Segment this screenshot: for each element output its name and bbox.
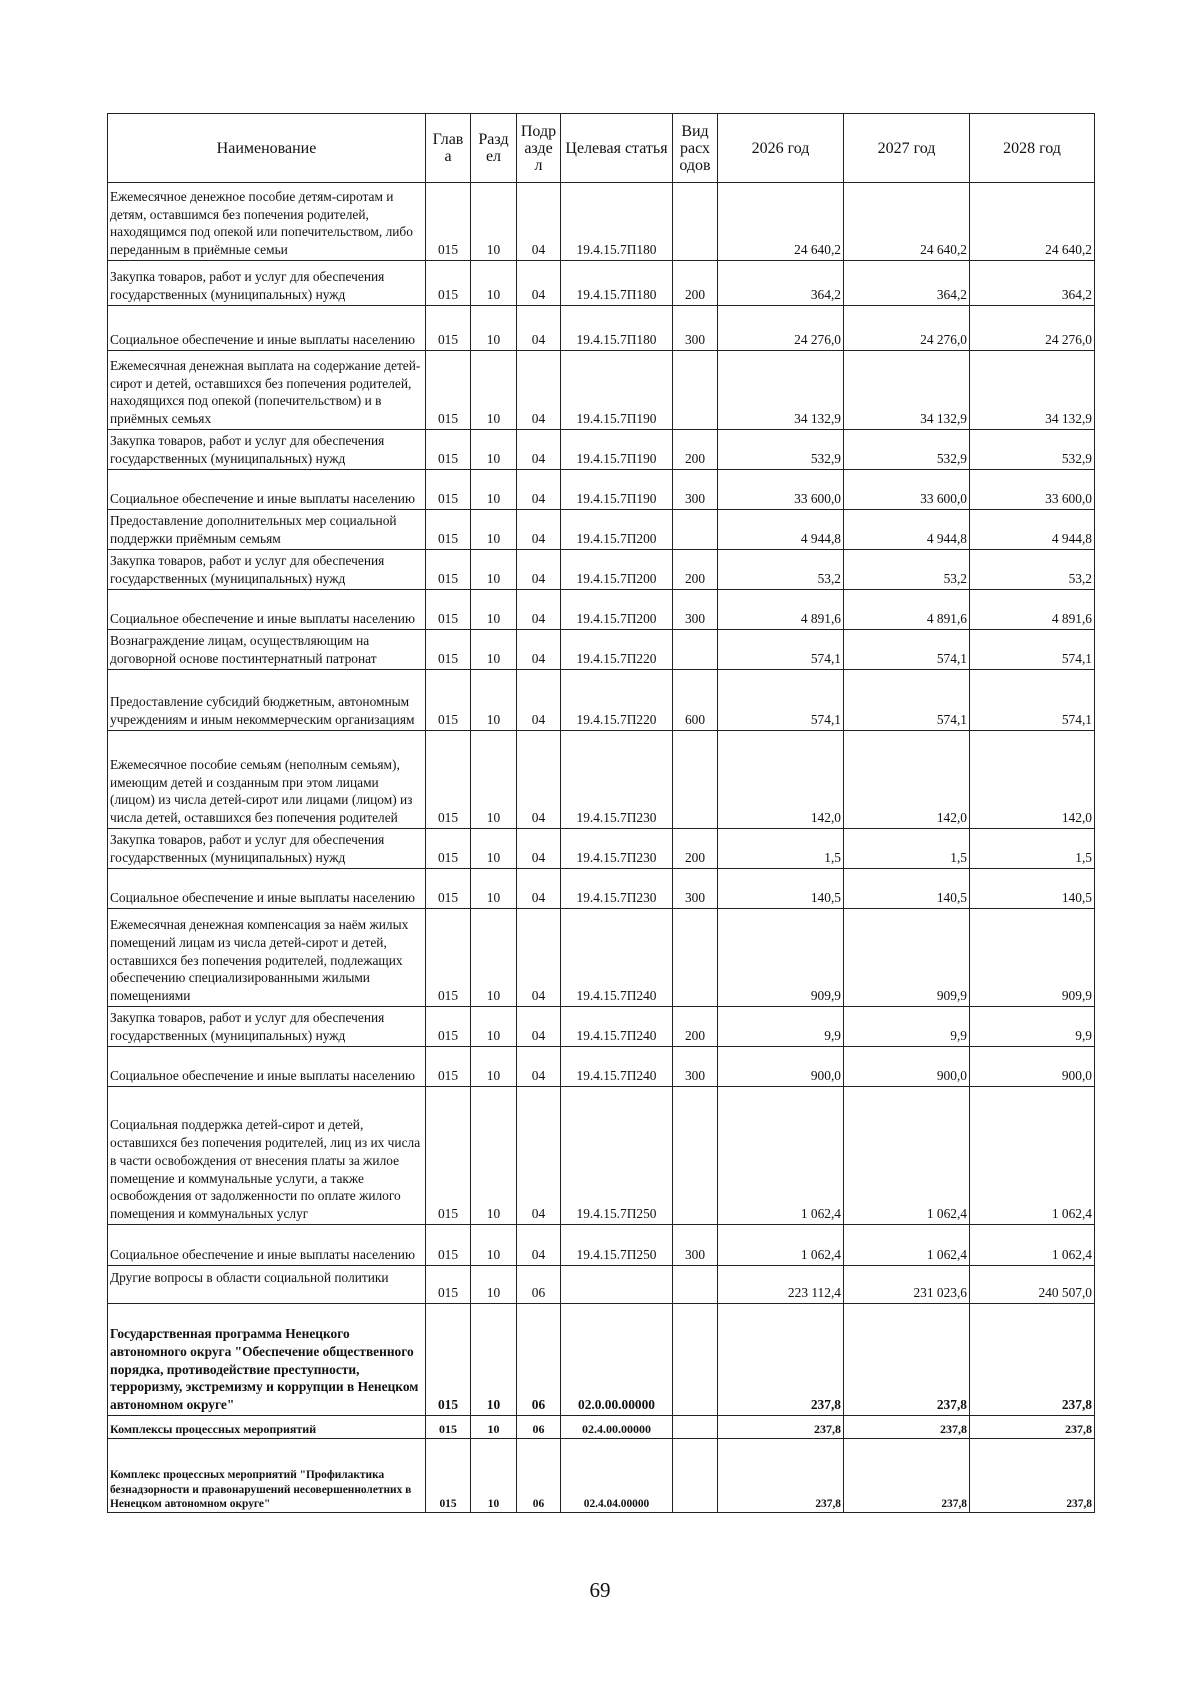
row-name: Закупка товаров, работ и услуг для обеспечения государственных (муниципальных) нужд — [108, 430, 426, 470]
row-2026: 24 276,0 — [718, 306, 844, 351]
row-podrazdel: 04 — [517, 470, 561, 510]
row-glava: 015 — [426, 470, 471, 510]
row-target: 19.4.15.7П240 — [561, 909, 673, 1007]
table-row — [108, 1007, 1095, 1047]
row-glava: 015 — [426, 183, 471, 261]
row-name: Вознаграждение лицам, осуществляющим на договорной основе постинтернатный патронат — [108, 630, 426, 670]
row-glava: 015 — [426, 1416, 471, 1439]
row-vid — [673, 731, 718, 829]
row-target: 19.4.15.7П180 — [561, 306, 673, 351]
row-2028: 237,8 — [970, 1304, 1095, 1416]
row-name: Закупка товаров, работ и услуг для обеспечения государственных (муниципальных) нужд — [108, 261, 426, 306]
row-2026: 909,9 — [718, 909, 844, 1007]
row-glava: 015 — [426, 430, 471, 470]
row-razdel: 10 — [471, 470, 517, 510]
row-2027: 231 023,6 — [844, 1266, 970, 1304]
row-razdel: 10 — [471, 261, 517, 306]
row-2028: 34 132,9 — [970, 351, 1095, 430]
row-2028: 237,8 — [970, 1439, 1095, 1513]
row-razdel: 10 — [471, 1266, 517, 1304]
table-row — [108, 1266, 1095, 1304]
row-target: 02.4.04.00000 — [561, 1439, 673, 1513]
row-razdel: 10 — [471, 590, 517, 630]
row-2027: 9,9 — [844, 1007, 970, 1047]
row-target: 19.4.15.7П190 — [561, 470, 673, 510]
row-2028: 364,2 — [970, 261, 1095, 306]
table-row — [108, 470, 1095, 510]
row-target: 19.4.15.7П220 — [561, 670, 673, 731]
row-vid — [673, 1439, 718, 1513]
table-row — [108, 306, 1095, 351]
row-2026: 574,1 — [718, 630, 844, 670]
row-target: 02.4.00.00000 — [561, 1416, 673, 1439]
row-podrazdel: 04 — [517, 550, 561, 590]
row-2028: 140,5 — [970, 869, 1095, 909]
row-razdel: 10 — [471, 1304, 517, 1416]
row-podrazdel: 04 — [517, 630, 561, 670]
row-vid — [673, 1266, 718, 1304]
row-target: 19.4.15.7П240 — [561, 1047, 673, 1087]
row-target: 19.4.15.7П190 — [561, 351, 673, 430]
row-2028: 237,8 — [970, 1416, 1095, 1439]
row-2027: 4 944,8 — [844, 510, 970, 550]
row-vid: 300 — [673, 470, 718, 510]
row-2028: 4 944,8 — [970, 510, 1095, 550]
row-glava: 015 — [426, 590, 471, 630]
row-2027: 237,8 — [844, 1304, 970, 1416]
row-vid: 300 — [673, 1225, 718, 1266]
row-2027: 1 062,4 — [844, 1225, 970, 1266]
row-podrazdel: 04 — [517, 261, 561, 306]
row-vid: 300 — [673, 869, 718, 909]
row-target: 19.4.15.7П180 — [561, 261, 673, 306]
row-razdel: 10 — [471, 550, 517, 590]
row-2028: 24 276,0 — [970, 306, 1095, 351]
row-glava: 015 — [426, 731, 471, 829]
row-2026: 53,2 — [718, 550, 844, 590]
table-row — [108, 550, 1095, 590]
row-2027: 1 062,4 — [844, 1087, 970, 1225]
row-podrazdel: 04 — [517, 731, 561, 829]
row-target: 19.4.15.7П240 — [561, 1007, 673, 1047]
row-target: 19.4.15.7П200 — [561, 550, 673, 590]
row-2027: 364,2 — [844, 261, 970, 306]
row-2026: 24 640,2 — [718, 183, 844, 261]
table-row — [108, 909, 1095, 1007]
table-row — [108, 1047, 1095, 1087]
table-row — [108, 351, 1095, 430]
row-name: Социальное обеспечение и иные выплаты населению — [108, 470, 426, 510]
row-razdel: 10 — [471, 1225, 517, 1266]
row-vid — [673, 351, 718, 430]
row-2026: 34 132,9 — [718, 351, 844, 430]
row-vid — [673, 1304, 718, 1416]
row-2028: 142,0 — [970, 731, 1095, 829]
row-name: Комплексы процессных мероприятий — [108, 1416, 426, 1439]
row-name: Ежемесячная денежная компенсация за наём жилых помещений лицам из числа детей-сирот и детей, оставшихся без попечения родителей, подлежащих обеспечению специализированными жилыми помещениями — [108, 909, 426, 1007]
row-2027: 34 132,9 — [844, 351, 970, 430]
row-2028: 1 062,4 — [970, 1087, 1095, 1225]
row-2027: 909,9 — [844, 909, 970, 1007]
row-2026: 900,0 — [718, 1047, 844, 1087]
table-row — [108, 869, 1095, 909]
row-name: Закупка товаров, работ и услуг для обеспечения государственных (муниципальных) нужд — [108, 1007, 426, 1047]
row-podrazdel: 06 — [517, 1304, 561, 1416]
row-2026: 237,8 — [718, 1304, 844, 1416]
row-vid: 600 — [673, 670, 718, 731]
row-name: Социальная поддержка детей-сирот и детей, оставшихся без попечения родителей, лиц из их числа в части освобождения от внесения платы за жилое помещение и коммунальные услуги, а также освобождения от задолженности по оплате жилого помещения и коммунальных услуг — [108, 1087, 426, 1225]
row-target: 19.4.15.7П230 — [561, 869, 673, 909]
table-row — [108, 183, 1095, 261]
row-vid: 300 — [673, 590, 718, 630]
row-2027: 24 276,0 — [844, 306, 970, 351]
row-glava: 015 — [426, 351, 471, 430]
row-vid: 200 — [673, 829, 718, 869]
table-row — [108, 1087, 1095, 1225]
row-target: 19.4.15.7П200 — [561, 510, 673, 550]
row-razdel: 10 — [471, 869, 517, 909]
row-2027: 140,5 — [844, 869, 970, 909]
row-target: 19.4.15.7П200 — [561, 590, 673, 630]
row-podrazdel: 06 — [517, 1416, 561, 1439]
row-name: Комплекс процессных мероприятий "Профилактика безнадзорности и правонарушений несовершеннолетних в Ненецком автономном округе" — [108, 1439, 426, 1513]
row-razdel: 10 — [471, 1416, 517, 1439]
row-2026: 1 062,4 — [718, 1087, 844, 1225]
table-row — [108, 590, 1095, 630]
row-razdel: 10 — [471, 306, 517, 351]
row-2027: 532,9 — [844, 430, 970, 470]
row-podrazdel: 04 — [517, 510, 561, 550]
row-podrazdel: 04 — [517, 829, 561, 869]
row-2028: 1,5 — [970, 829, 1095, 869]
row-razdel: 10 — [471, 1047, 517, 1087]
row-glava: 015 — [426, 909, 471, 1007]
row-glava: 015 — [426, 1225, 471, 1266]
row-2026: 4 944,8 — [718, 510, 844, 550]
row-2027: 900,0 — [844, 1047, 970, 1087]
row-vid — [673, 1087, 718, 1225]
row-2026: 142,0 — [718, 731, 844, 829]
row-glava: 015 — [426, 1439, 471, 1513]
budget-table — [107, 113, 1095, 1513]
header-name: Наименование — [108, 114, 426, 183]
row-podrazdel: 04 — [517, 869, 561, 909]
table-row — [108, 261, 1095, 306]
row-2027: 33 600,0 — [844, 470, 970, 510]
row-name: Социальное обеспечение и иные выплаты населению — [108, 590, 426, 630]
row-glava: 015 — [426, 1087, 471, 1225]
row-podrazdel: 04 — [517, 183, 561, 261]
header-glava: Глав а — [426, 114, 471, 183]
row-2026: 364,2 — [718, 261, 844, 306]
table-row — [108, 430, 1095, 470]
row-glava: 015 — [426, 829, 471, 869]
header-podrazdel: Подр азде л — [517, 114, 561, 183]
row-name: Социальное обеспечение и иные выплаты населению — [108, 869, 426, 909]
row-podrazdel: 04 — [517, 1225, 561, 1266]
row-glava: 015 — [426, 550, 471, 590]
row-target: 19.4.15.7П190 — [561, 430, 673, 470]
table-row — [108, 829, 1095, 869]
row-2026: 4 891,6 — [718, 590, 844, 630]
row-podrazdel: 04 — [517, 1087, 561, 1225]
row-name: Социальное обеспечение и иные выплаты населению — [108, 306, 426, 351]
row-2027: 237,8 — [844, 1439, 970, 1513]
row-glava: 015 — [426, 1007, 471, 1047]
row-name: Ежемесячное денежное пособие детям-сиротам и детям, оставшимся без попечения родителей, находящимся под опекой или попечительством, либо переданным в приёмные семьи — [108, 183, 426, 261]
header-2028: 2028 год — [970, 114, 1095, 183]
row-2028: 240 507,0 — [970, 1266, 1095, 1304]
table-row — [108, 670, 1095, 731]
row-podrazdel: 04 — [517, 306, 561, 351]
row-2028: 24 640,2 — [970, 183, 1095, 261]
row-target: 19.4.15.7П230 — [561, 731, 673, 829]
header-razdel: Разд ел — [471, 114, 517, 183]
row-podrazdel: 04 — [517, 351, 561, 430]
row-target: 02.0.00.00000 — [561, 1304, 673, 1416]
row-vid: 200 — [673, 550, 718, 590]
row-2027: 4 891,6 — [844, 590, 970, 630]
table-row — [108, 1304, 1095, 1416]
header-target: Целевая статья — [561, 114, 673, 183]
header-vid: Вид расх одов — [673, 114, 718, 183]
row-target: 19.4.15.7П180 — [561, 183, 673, 261]
row-vid: 200 — [673, 261, 718, 306]
row-2027: 142,0 — [844, 731, 970, 829]
row-2027: 574,1 — [844, 670, 970, 731]
table-row — [108, 630, 1095, 670]
row-podrazdel: 04 — [517, 430, 561, 470]
row-glava: 015 — [426, 510, 471, 550]
row-podrazdel: 06 — [517, 1439, 561, 1513]
row-podrazdel: 04 — [517, 590, 561, 630]
row-razdel: 10 — [471, 510, 517, 550]
row-name: Предоставление дополнительных мер социальной поддержки приёмным семьям — [108, 510, 426, 550]
row-razdel: 10 — [471, 909, 517, 1007]
row-name: Ежемесячная денежная выплата на содержание детей-сирот и детей, оставшихся без попечения родителей, находящихся под опекой (попечительством) и в приёмных семьях — [108, 351, 426, 430]
row-glava: 015 — [426, 1304, 471, 1416]
row-vid: 300 — [673, 306, 718, 351]
table-row — [108, 1439, 1095, 1513]
row-name: Социальное обеспечение и иные выплаты населению — [108, 1225, 426, 1266]
row-2026: 237,8 — [718, 1439, 844, 1513]
row-2028: 909,9 — [970, 909, 1095, 1007]
row-2026: 532,9 — [718, 430, 844, 470]
row-name: Другие вопросы в области социальной политики — [108, 1266, 426, 1304]
row-razdel: 10 — [471, 829, 517, 869]
row-name: Ежемесячное пособие семьям (неполным семьям), имеющим детей и созданным при этом лицами (лицом) из числа детей-сирот или лицами (лицом) из числа детей, оставшихся без попечения родителей — [108, 731, 426, 829]
table-header-row — [108, 114, 1095, 183]
row-razdel: 10 — [471, 1007, 517, 1047]
table-row — [108, 731, 1095, 829]
row-2027: 24 640,2 — [844, 183, 970, 261]
row-razdel: 10 — [471, 351, 517, 430]
row-2028: 9,9 — [970, 1007, 1095, 1047]
row-razdel: 10 — [471, 430, 517, 470]
row-name: Закупка товаров, работ и услуг для обеспечения государственных (муниципальных) нужд — [108, 550, 426, 590]
row-2028: 532,9 — [970, 430, 1095, 470]
row-target: 19.4.15.7П230 — [561, 829, 673, 869]
row-podrazdel: 04 — [517, 909, 561, 1007]
row-vid — [673, 1416, 718, 1439]
row-2028: 574,1 — [970, 670, 1095, 731]
table-row — [108, 1225, 1095, 1266]
row-vid: 300 — [673, 1047, 718, 1087]
table-row — [108, 1416, 1095, 1439]
row-2028: 574,1 — [970, 630, 1095, 670]
row-2026: 574,1 — [718, 670, 844, 731]
table-row — [108, 510, 1095, 550]
row-2028: 53,2 — [970, 550, 1095, 590]
row-razdel: 10 — [471, 670, 517, 731]
row-2026: 237,8 — [718, 1416, 844, 1439]
row-2028: 33 600,0 — [970, 470, 1095, 510]
row-podrazdel: 04 — [517, 1007, 561, 1047]
row-vid: 200 — [673, 1007, 718, 1047]
row-razdel: 10 — [471, 183, 517, 261]
row-name: Социальное обеспечение и иные выплаты населению — [108, 1047, 426, 1087]
row-razdel: 10 — [471, 630, 517, 670]
row-2026: 140,5 — [718, 869, 844, 909]
row-2026: 9,9 — [718, 1007, 844, 1047]
row-glava: 015 — [426, 261, 471, 306]
row-name: Предоставление субсидий бюджетным, автономным учреждениям и иным некоммерческим организациям — [108, 670, 426, 731]
row-podrazdel: 06 — [517, 1266, 561, 1304]
row-2027: 574,1 — [844, 630, 970, 670]
row-vid — [673, 183, 718, 261]
row-target: 19.4.15.7П220 — [561, 630, 673, 670]
row-name: Государственная программа Ненецкого автономного округа "Обеспечение общественного порядка, противодействие преступности, терроризму, экстремизму и коррупции в Ненецком автономном округе" — [108, 1304, 426, 1416]
row-target: 19.4.15.7П250 — [561, 1225, 673, 1266]
row-2027: 237,8 — [844, 1416, 970, 1439]
row-target: 19.4.15.7П250 — [561, 1087, 673, 1225]
row-glava: 015 — [426, 670, 471, 731]
row-vid: 200 — [673, 430, 718, 470]
row-razdel: 10 — [471, 1439, 517, 1513]
row-vid — [673, 909, 718, 1007]
row-podrazdel: 04 — [517, 1047, 561, 1087]
page-number: 69 — [589, 1578, 611, 1602]
row-2026: 1,5 — [718, 829, 844, 869]
row-target — [561, 1266, 673, 1304]
row-2028: 1 062,4 — [970, 1225, 1095, 1266]
row-2027: 53,2 — [844, 550, 970, 590]
row-vid — [673, 510, 718, 550]
header-2026: 2026 год — [718, 114, 844, 183]
row-razdel: 10 — [471, 1087, 517, 1225]
row-2028: 900,0 — [970, 1047, 1095, 1087]
row-glava: 015 — [426, 869, 471, 909]
row-2026: 1 062,4 — [718, 1225, 844, 1266]
row-2027: 1,5 — [844, 829, 970, 869]
row-2028: 4 891,6 — [970, 590, 1095, 630]
row-glava: 015 — [426, 306, 471, 351]
header-2027: 2027 год — [844, 114, 970, 183]
row-glava: 015 — [426, 1266, 471, 1304]
row-razdel: 10 — [471, 731, 517, 829]
row-podrazdel: 04 — [517, 670, 561, 731]
row-glava: 015 — [426, 630, 471, 670]
row-2026: 223 112,4 — [718, 1266, 844, 1304]
row-glava: 015 — [426, 1047, 471, 1087]
row-2026: 33 600,0 — [718, 470, 844, 510]
row-name: Закупка товаров, работ и услуг для обеспечения государственных (муниципальных) нужд — [108, 829, 426, 869]
row-vid — [673, 630, 718, 670]
